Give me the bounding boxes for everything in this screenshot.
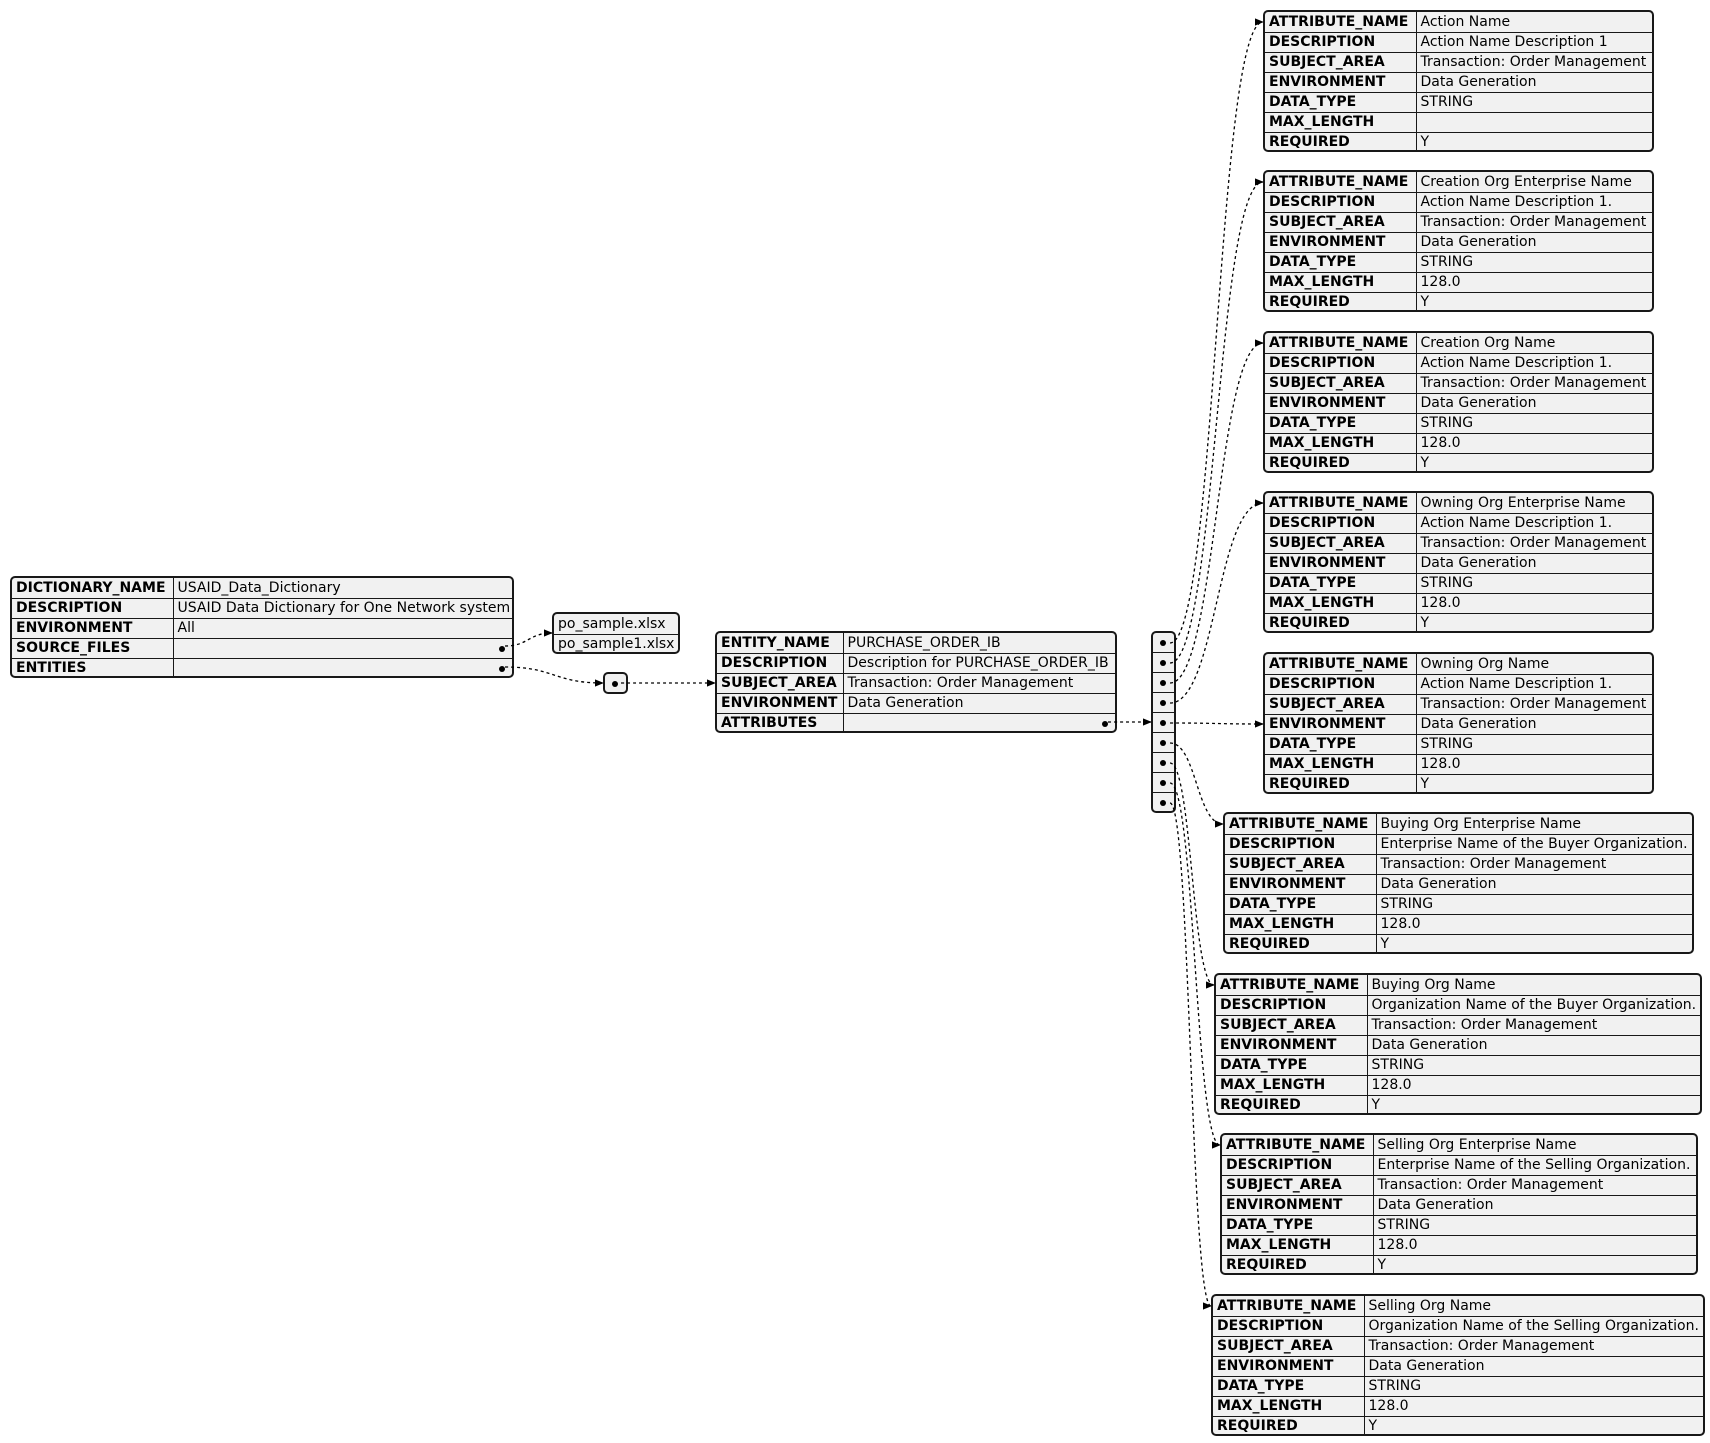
row-key: REQUIRED xyxy=(1213,1416,1364,1436)
row-value: Creation Org Enterprise Name xyxy=(1416,172,1652,192)
row-key: SUBJECT_AREA xyxy=(1265,52,1416,72)
connector-line xyxy=(1170,743,1223,824)
row-value: Y xyxy=(1420,294,1430,311)
source-file: po_sample.xlsx xyxy=(554,614,678,634)
row-key: MAX_LENGTH xyxy=(1265,593,1416,613)
row-value: Action Name Description 1 xyxy=(1416,32,1652,52)
row-value: 128.0 xyxy=(1416,272,1652,292)
row-key: DATA_TYPE xyxy=(1265,92,1416,112)
row-key: ATTRIBUTE_NAME xyxy=(1265,12,1416,32)
row-value: Y xyxy=(1377,1257,1387,1274)
row-value: Y xyxy=(1380,936,1390,953)
row-key: ATTRIBUTE_NAME xyxy=(1265,493,1416,513)
row-key: DICTIONARY_NAME xyxy=(12,578,173,598)
row-key: SOURCE_FILES xyxy=(12,638,173,658)
row-value: STRING xyxy=(1376,894,1692,914)
row-value: Action Name Description 1. xyxy=(1416,192,1652,212)
row-key: ATTRIBUTE_NAME xyxy=(1213,1296,1364,1316)
row-key: DESCRIPTION xyxy=(717,653,843,673)
row-value: Data Generation xyxy=(843,693,1115,713)
row-value: STRING xyxy=(1416,92,1652,112)
row-key: ATTRIBUTE_NAME xyxy=(1265,333,1416,353)
row-value: Data Generation xyxy=(1373,1195,1696,1215)
row-key: ENVIRONMENT xyxy=(1265,393,1416,413)
row-key: SUBJECT_AREA xyxy=(1265,373,1416,393)
connector-line xyxy=(1170,343,1263,683)
row-key: ATTRIBUTE_NAME xyxy=(1265,172,1416,192)
row-key: DESCRIPTION xyxy=(1265,192,1416,212)
row-key: SUBJECT_AREA xyxy=(1222,1175,1373,1195)
row-key: ENTITIES xyxy=(12,658,173,678)
row-key: MAX_LENGTH xyxy=(1216,1075,1367,1095)
row-key: REQUIRED xyxy=(1265,774,1416,794)
connector-line xyxy=(1170,182,1263,663)
row-key: DATA_TYPE xyxy=(1265,252,1416,272)
row-key: MAX_LENGTH xyxy=(1265,754,1416,774)
row-value: All xyxy=(173,618,512,638)
row-key: DESCRIPTION xyxy=(1216,995,1367,1015)
row-value: Transaction: Order Management xyxy=(1416,533,1652,553)
row-key: SUBJECT_AREA xyxy=(1225,854,1376,874)
row-key: DESCRIPTION xyxy=(1265,353,1416,373)
row-key: ENVIRONMENT xyxy=(1216,1035,1367,1055)
row-value: STRING xyxy=(1367,1055,1700,1075)
row-key: DESCRIPTION xyxy=(1225,834,1376,854)
row-key: REQUIRED xyxy=(1265,453,1416,473)
row-value: Buying Org Enterprise Name xyxy=(1376,814,1692,834)
row-key: ENVIRONMENT xyxy=(1265,72,1416,92)
row-value: STRING xyxy=(1416,252,1652,272)
row-key: REQUIRED xyxy=(1225,934,1376,954)
row-value: STRING xyxy=(1416,734,1652,754)
row-key: ENVIRONMENT xyxy=(1222,1195,1373,1215)
row-value: USAID Data Dictionary for One Network system xyxy=(173,598,512,618)
connector-line xyxy=(1170,22,1263,643)
row-value: Y xyxy=(1420,134,1430,151)
row-key: MAX_LENGTH xyxy=(1265,112,1416,132)
row-key: ENTITY_NAME xyxy=(717,633,843,653)
row-value: 128.0 xyxy=(1367,1075,1700,1095)
row-value: Owning Org Enterprise Name xyxy=(1416,493,1652,513)
row-value: Action Name xyxy=(1416,12,1652,32)
row-value: Enterprise Name of the Selling Organization. xyxy=(1373,1155,1696,1175)
row-key: MAX_LENGTH xyxy=(1225,914,1376,934)
row-key: DATA_TYPE xyxy=(1265,573,1416,593)
row-value: Owning Org Name xyxy=(1416,654,1652,674)
row-key: DESCRIPTION xyxy=(1265,513,1416,533)
row-key: ATTRIBUTE_NAME xyxy=(1225,814,1376,834)
row-value: Transaction: Order Management xyxy=(1364,1336,1703,1356)
row-value: Description for PURCHASE_ORDER_IB xyxy=(843,653,1115,673)
row-value: Organization Name of the Buyer Organization. xyxy=(1367,995,1700,1015)
row-value: STRING xyxy=(1373,1215,1696,1235)
row-value: 128.0 xyxy=(1364,1396,1703,1416)
row-key: DATA_TYPE xyxy=(1225,894,1376,914)
row-key: ATTRIBUTE_NAME xyxy=(1222,1135,1373,1155)
row-value: Data Generation xyxy=(1364,1356,1703,1376)
connector-line xyxy=(1170,503,1263,703)
row-key: ATTRIBUTE_NAME xyxy=(1216,975,1367,995)
row-value: Transaction: Order Management xyxy=(1416,52,1652,72)
row-key: MAX_LENGTH xyxy=(1222,1235,1373,1255)
row-key: ENVIRONMENT xyxy=(12,618,173,638)
row-key: DESCRIPTION xyxy=(1265,674,1416,694)
row-value: 128.0 xyxy=(1416,754,1652,774)
row-key: DESCRIPTION xyxy=(1265,32,1416,52)
row-value: Y xyxy=(1368,1418,1378,1435)
connector-line xyxy=(1170,763,1214,985)
row-key: SUBJECT_AREA xyxy=(1216,1015,1367,1035)
row-value: STRING xyxy=(1416,573,1652,593)
row-key: MAX_LENGTH xyxy=(1213,1396,1364,1416)
row-value: USAID_Data_Dictionary xyxy=(173,578,512,598)
row-key: ENVIRONMENT xyxy=(1265,553,1416,573)
row-key: ENVIRONMENT xyxy=(1225,874,1376,894)
row-key: DATA_TYPE xyxy=(1222,1215,1373,1235)
row-value: Transaction: Order Management xyxy=(843,673,1115,693)
connector-line xyxy=(505,633,552,646)
connector-line xyxy=(1170,783,1220,1145)
row-key: ENVIRONMENT xyxy=(717,693,843,713)
row-key: DESCRIPTION xyxy=(1222,1155,1373,1175)
row-value: Data Generation xyxy=(1416,72,1652,92)
row-key: MAX_LENGTH xyxy=(1265,272,1416,292)
row-key: SUBJECT_AREA xyxy=(1265,533,1416,553)
row-value: Data Generation xyxy=(1416,714,1652,734)
row-value: Selling Org Enterprise Name xyxy=(1373,1135,1696,1155)
row-value: 128.0 xyxy=(1416,433,1652,453)
connector-line xyxy=(505,667,603,683)
row-value: 128.0 xyxy=(1416,593,1652,613)
row-key: ENVIRONMENT xyxy=(1265,714,1416,734)
row-value: Selling Org Name xyxy=(1364,1296,1703,1316)
connector-line xyxy=(1170,723,1263,724)
row-value: Organization Name of the Selling Organization. xyxy=(1364,1316,1703,1336)
row-value: Transaction: Order Management xyxy=(1416,694,1652,714)
row-key: REQUIRED xyxy=(1222,1255,1373,1275)
row-key: REQUIRED xyxy=(1265,292,1416,312)
row-value: Creation Org Name xyxy=(1416,333,1652,353)
row-value: Y xyxy=(1420,776,1430,793)
row-value: Transaction: Order Management xyxy=(1416,212,1652,232)
row-value: STRING xyxy=(1416,413,1652,433)
row-key: DATA_TYPE xyxy=(1216,1055,1367,1075)
row-value: Transaction: Order Management xyxy=(1373,1175,1696,1195)
row-key: SUBJECT_AREA xyxy=(717,673,843,693)
row-value: Y xyxy=(1420,615,1430,632)
row-value: Transaction: Order Management xyxy=(1367,1015,1700,1035)
row-key: DESCRIPTION xyxy=(1213,1316,1364,1336)
row-key: SUBJECT_AREA xyxy=(1265,212,1416,232)
row-key: SUBJECT_AREA xyxy=(1213,1336,1364,1356)
row-value: Y xyxy=(1420,455,1430,472)
row-key: DATA_TYPE xyxy=(1265,413,1416,433)
row-value: Data Generation xyxy=(1416,232,1652,252)
row-value: Action Name Description 1. xyxy=(1416,674,1652,694)
row-value: Data Generation xyxy=(1367,1035,1700,1055)
row-value: Buying Org Name xyxy=(1367,975,1700,995)
row-key: ATTRIBUTE_NAME xyxy=(1265,654,1416,674)
source-file: po_sample1.xlsx xyxy=(558,636,675,653)
row-value: Y xyxy=(1371,1097,1381,1114)
row-value: Data Generation xyxy=(1416,553,1652,573)
row-key: MAX_LENGTH xyxy=(1265,433,1416,453)
row-key: ENVIRONMENT xyxy=(1265,232,1416,252)
row-value: STRING xyxy=(1364,1376,1703,1396)
row-value: 128.0 xyxy=(1376,914,1692,934)
row-value: PURCHASE_ORDER_IB xyxy=(843,633,1115,653)
row-value: 128.0 xyxy=(1373,1235,1696,1255)
row-key: REQUIRED xyxy=(1216,1095,1367,1115)
row-value: Data Generation xyxy=(1376,874,1692,894)
connector-line xyxy=(1170,803,1211,1306)
row-value: Data Generation xyxy=(1416,393,1652,413)
row-value: Transaction: Order Management xyxy=(1416,373,1652,393)
row-key: SUBJECT_AREA xyxy=(1265,694,1416,714)
row-key: REQUIRED xyxy=(1265,132,1416,152)
row-key: ATTRIBUTES xyxy=(717,713,843,733)
row-key: DESCRIPTION xyxy=(12,598,173,618)
row-value: Enterprise Name of the Buyer Organization. xyxy=(1376,834,1692,854)
row-value: Action Name Description 1. xyxy=(1416,513,1652,533)
row-key: ENVIRONMENT xyxy=(1213,1356,1364,1376)
row-value: Transaction: Order Management xyxy=(1376,854,1692,874)
row-value: Action Name Description 1. xyxy=(1416,353,1652,373)
row-key: DATA_TYPE xyxy=(1265,734,1416,754)
row-key: REQUIRED xyxy=(1265,613,1416,633)
row-key: DATA_TYPE xyxy=(1213,1376,1364,1396)
